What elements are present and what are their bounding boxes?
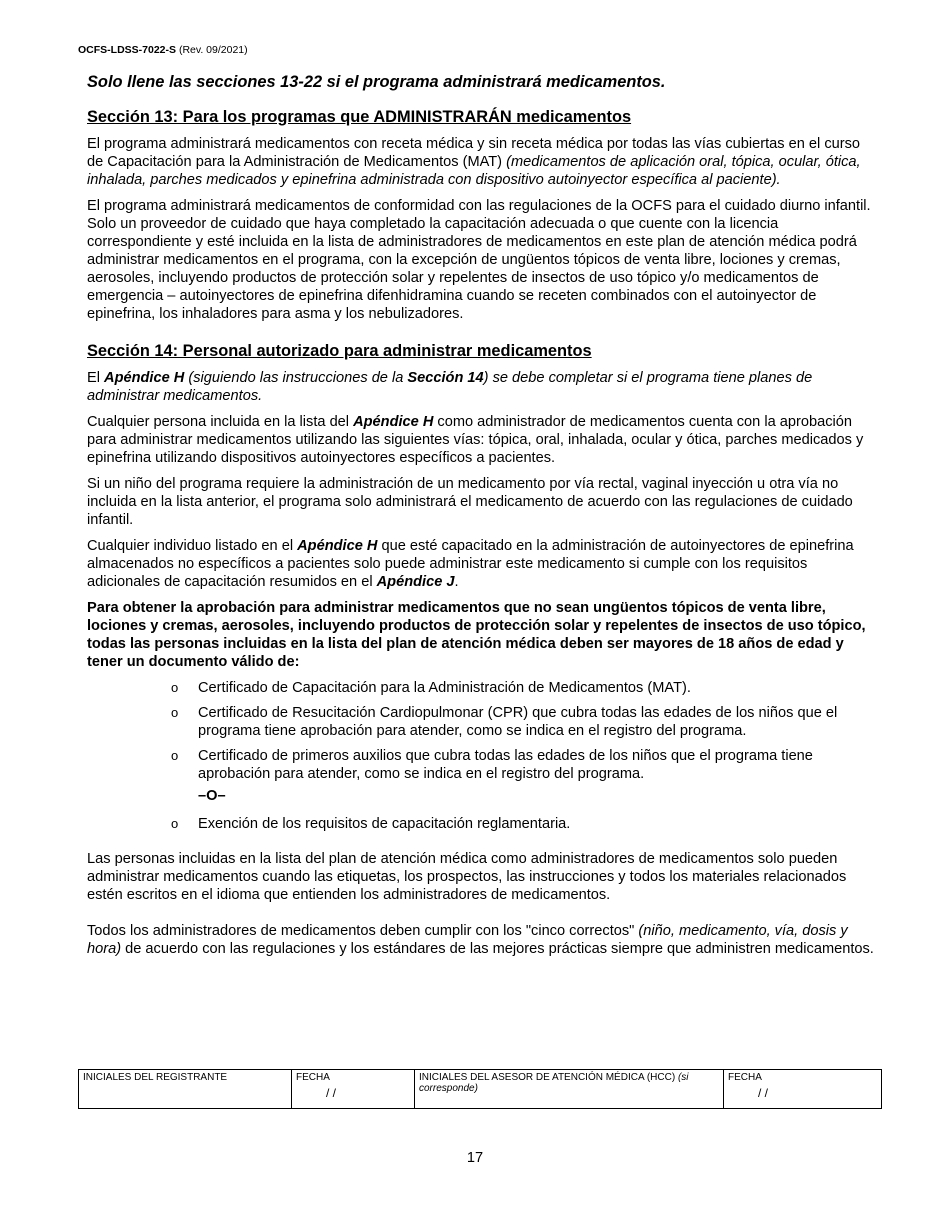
- list-item: o Exención de los requisitos de capacitación reglamentaria.: [171, 816, 571, 832]
- section-14-paragraph-1: El Apéndice H (siguiendo las instrucciones de la Sección 14) se debe completar si el programa tiene planes de administrar medicamentos.: [87, 370, 813, 404]
- or-separator: –O–: [198, 788, 226, 804]
- main-content: [87, 72, 877, 966]
- circle-bullet-icon: o: [171, 816, 179, 831]
- date-slashes: / /: [326, 1086, 337, 1100]
- list-item: o Certificado de primeros auxilios que cubra todas las edades de los niños que el programa tiene aprobación para atender, como se indica en el registro del programa.: [171, 748, 813, 782]
- section-14-paragraph-6: Todos los administradores de medicamentos deben cumplir con los "cinco correctos" (niño, medicamento, vía, dosis y hora) de acuerdo con las regulaciones y los estándares de las mejores prácticas siempre que administren medicamentos.: [87, 923, 874, 957]
- form-revision: (Rev. 09/2021): [178, 44, 248, 56]
- requirements-list: [87, 679, 877, 783]
- section-13-paragraph-1: El programa administrará medicamentos con receta médica y sin receta médica por todas las vías cubiertas en el curso de Capacitación para la Administración de Medicamentos (MAT) (medicamentos de aplicación oral, tópica, ocular, ótica, inhalada, parches medicados y epinefrina administrada con dispositivo autoinyector específica al paciente).: [87, 136, 861, 188]
- form-code: OCFS-LDSS-7022-S: [78, 44, 177, 56]
- requirements-list-alt: [87, 815, 877, 833]
- signature-table: [78, 1069, 882, 1109]
- section-14-paragraph-5: Las personas incluidas en la lista del plan de atención médica como administradores de medicamentos solo pueden administrar medicamentos cuando las etiquetas, los prospectos, las instrucciones y todos los materiales relacionados estén escritos en el idioma que entienden los administradores de medicamentos.: [87, 851, 847, 903]
- section-14-paragraph-4: Cualquier individuo listado en el Apéndice H que esté capacitado en la administración de autoinyectores de epinefrina almacenados no específicos a pacientes solo puede administrar este medicamento si cumple con los requisitos adicionales de capacitación resumidos en el Apéndice J.: [87, 538, 854, 590]
- circle-bullet-icon: o: [171, 680, 179, 695]
- section-13-paragraph-2: El programa administrará medicamentos de conformidad con las regulaciones de la OCFS para el cuidado diurno infantil. Solo un proveedor de cuidado que haya completado la capacitación adecuada o que cuente con la licencia correspondiente y esté incluida en la lista de administradores de medicamentos en este plan de atención médica podrá administrar medicamentos en el programa, con la excepción de ungüentos tópicos de venta libre, lociones y cremas, aerosoles, incluyendo productos de protección solar y repelentes de insectos de uso tópico y/o medicamentos de emergencia – autoinyectores de epinefrina difenhidramina cuando se receten combinados con el autoinyector de epinefrina, los inhaladores para asma y los nebulizadores.: [87, 198, 871, 322]
- section-14-paragraph-3: Si un niño del programa requiere la administración de un medicamento por vía rectal, vaginal inyección u otra vía no incluida en la lista anterior, el programa solo administrará el medicamento de acuerdo con las regulaciones de cuidado infantil.: [87, 476, 853, 528]
- page-number: 17: [466, 1150, 484, 1166]
- section-14-heading: Sección 14: Personal autorizado para administrar medicamentos: [87, 342, 592, 360]
- form-identifier: [78, 44, 248, 56]
- hcc-initials-field[interactable]: INICIALES DEL ASESOR DE ATENCIÓN MÉDICA (HCC) (si corresponde): [415, 1070, 724, 1108]
- list-item: o Certificado de Capacitación para la Administración de Medicamentos (MAT).: [171, 680, 691, 696]
- registrant-initials-field[interactable]: INICIALES DEL REGISTRANTE: [79, 1070, 292, 1108]
- date-slashes: / /: [758, 1086, 769, 1100]
- circle-bullet-icon: o: [171, 748, 179, 763]
- lead-instruction: Solo llene las secciones 13-22 si el programa administrará medicamentos.: [87, 73, 666, 91]
- date-field-2[interactable]: FECHA / /: [728, 1072, 769, 1100]
- circle-bullet-icon: o: [171, 705, 179, 720]
- requirements-statement: Para obtener la aprobación para administrar medicamentos que no sean ungüentos tópicos de venta libre, lociones y cremas, aerosoles, incluyendo productos de protección solar y repelentes de insectos de uso tópico, todas las personas incluidas en la lista del plan de atención médica deben ser mayores de 18 años de edad y tener un documento válido de:: [87, 600, 866, 670]
- date-field-1[interactable]: FECHA / /: [292, 1070, 415, 1108]
- section-13-heading: Sección 13: Para los programas que ADMINISTRARÁN medicamentos: [87, 108, 632, 126]
- section-14-paragraph-2: Cualquier persona incluida en la lista del Apéndice H como administrador de medicamentos cuenta con la aprobación para administrar medicamentos utilizando las siguientes vías: tópica, oral, inhalada, ocular y ótica, parches medicados y epinefrina utilizando dispositivos autoinyectores específicos a pacientes.: [87, 414, 864, 466]
- list-item: o Certificado de Resucitación Cardiopulmonar (CPR) que cubra todas las edades de los niños que el programa tiene aprobación para atender, como se indica en el registro del programa.: [171, 705, 838, 739]
